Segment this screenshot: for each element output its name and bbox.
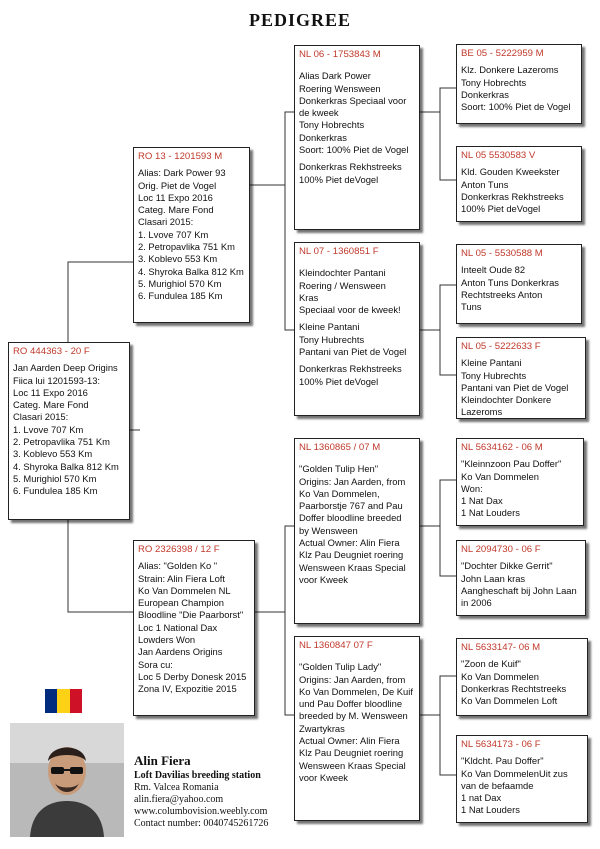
sds-ring-number: NL 05 - 5530588 M xyxy=(461,248,543,259)
sire-line: 6. Fundulea 185 Km xyxy=(138,290,223,302)
dam-line: Loc 5 Derby Donesk 2015 xyxy=(138,670,247,682)
dam-line: Lowders Won xyxy=(138,634,196,646)
sds-line: Anton Tuns Donkerkras xyxy=(461,276,559,288)
ssd-card xyxy=(456,146,582,222)
sire-dam-card xyxy=(294,242,420,416)
dam-dam-ring-number: NL 1360847 07 F xyxy=(299,640,373,651)
dsd-line: Aangheschaft bij John Laan xyxy=(461,584,577,596)
dam-dam-line: Zwartykras xyxy=(299,722,345,734)
dds-line: Donkerkras Rechtstreeks xyxy=(461,682,567,694)
sdd-line: Pantani van Piet de Vogel xyxy=(461,381,569,393)
subject-line: Loc 11 Expo 2016 xyxy=(13,386,88,398)
dds-line: "Zoon de Kuif" xyxy=(461,658,521,670)
dam-dam-line: Actual Owner: Alin Fiera xyxy=(299,735,400,747)
dam-dam-line: Klz Pau Deugniet roering xyxy=(299,747,404,759)
sire-sire-line: Tony Hobrechts xyxy=(299,119,365,131)
dam-line: Strain: Alin Fiera Loft xyxy=(138,572,226,584)
sire-sire-line: Roering Wensween xyxy=(299,82,381,94)
sss-card xyxy=(456,44,582,124)
sss-line: Soort: 100% Piet de Vogel xyxy=(461,101,571,113)
dam-sire-line: Doffer bloodline breeded xyxy=(299,512,402,524)
subject-line: 4. Shyroka Balka 812 Km xyxy=(13,460,119,472)
dsd-line: John Laan kras xyxy=(461,572,526,584)
ssd-line: 100% Piet deVogel xyxy=(461,203,541,215)
dam-sire-line: Klz Pau Deugniet roering xyxy=(299,549,404,561)
dss-line: 1 Nat Louders xyxy=(461,507,520,519)
sire-line: Orig. Piet de Vogel xyxy=(138,179,217,191)
page-title: PEDIGREE xyxy=(248,10,352,30)
dam-dam-line: Ko Van Dommelen, De Kuif xyxy=(299,685,413,697)
ddd-line: Ko Van DommelenUit zus xyxy=(461,767,568,779)
dam-ring-number: RO 2326398 / 12 F xyxy=(138,544,220,555)
owner-website[interactable]: www.columbovision.weebly.com xyxy=(134,806,268,817)
sdd-card xyxy=(456,337,586,419)
ssd-line: Donkerkras Rekhstreeks xyxy=(461,190,564,202)
sire-dam-line: Kleindochter Pantani xyxy=(299,267,386,279)
dam-line: Ko Van Dommelen NL xyxy=(138,584,231,596)
sire-dam-line: Kras xyxy=(299,291,319,303)
dam-line: Sora cu: xyxy=(138,658,173,670)
dsd-line: "Dochter Dikke Gerrit" xyxy=(461,560,553,572)
dam-line: Loc 1 National Dax xyxy=(138,621,218,633)
sire-line: Alias: Dark Power 93 xyxy=(138,167,226,179)
sds-line: Tuns xyxy=(461,301,482,313)
dam-sire-card xyxy=(294,438,420,624)
owner-photo xyxy=(10,723,124,837)
subject-line: Fiica lui 1201593-13: xyxy=(13,374,101,386)
dds-line: Ko Van Dommelen xyxy=(461,670,539,682)
dam-dam-line: breeded by M. Wensween xyxy=(299,710,408,722)
sire-dam-line: Kleine Pantani xyxy=(299,321,360,333)
dsd-line: in 2006 xyxy=(461,597,492,609)
owner-station: Loft Davilias breeding station xyxy=(134,770,261,781)
ssd-line: Kld. Gouden Kweekster xyxy=(461,166,560,178)
dam-sire-line: voor Kweek xyxy=(299,573,348,585)
subject-line: 1. Lvove 707 Km xyxy=(13,423,84,435)
ddd-card xyxy=(456,735,588,823)
sdd-line: Kleine Pantani xyxy=(461,357,522,369)
sire-line: 1. Lvove 707 Km xyxy=(138,228,209,240)
sire-line: Clasari 2015: xyxy=(138,216,194,228)
subject-line: 2. Petropavlika 751 Km xyxy=(13,436,110,448)
dam-line: Jan Aardens Origins xyxy=(138,646,223,658)
dam-dam-line: und Pau Doffer bloodline xyxy=(299,698,403,710)
subject-ring-number: RO 444363 - 20 F xyxy=(13,346,90,357)
dam-card xyxy=(133,540,255,716)
subject-line: Jan Aarden Deep Origins xyxy=(13,362,118,374)
dss-line: Ko Van Dommelen xyxy=(461,470,539,482)
romania-flag-icon xyxy=(45,689,82,713)
dam-dam-line: "Golden Tulip Lady" xyxy=(299,661,382,673)
owner-location: Rm. Valcea Romania xyxy=(134,782,219,793)
subject-line: 6. Fundulea 185 Km xyxy=(13,485,98,497)
sire-sire-line: Donkerkras Rekhstreeks xyxy=(299,161,402,173)
dds-ring-number: NL 5633147- 06 M xyxy=(461,642,541,653)
sire-dam-line: Donkerkras Rekhstreeks xyxy=(299,363,402,375)
sire-dam-line: 100% Piet deVogel xyxy=(299,375,379,387)
dss-ring-number: NL 5634162 - 06 M xyxy=(461,442,543,453)
sire-line: 4. Shyroka Balka 812 Km xyxy=(138,265,244,277)
sire-line: 3. Koblevo 553 Km xyxy=(138,253,218,265)
dam-line: Alias: "Golden Ko " xyxy=(138,560,218,572)
sire-sire-line: de kweek xyxy=(299,107,339,119)
sds-line: Rechtstreeks Anton xyxy=(461,288,543,300)
dam-dam-line: voor Kweek xyxy=(299,771,348,783)
sire-card xyxy=(133,147,250,323)
dam-sire-ring-number: NL 1360865 / 07 M xyxy=(299,442,381,453)
dsd-ring-number: NL 2094730 - 06 F xyxy=(461,544,541,555)
dsd-card xyxy=(456,540,586,616)
ddd-line: "Kldcht. Pau Doffer" xyxy=(461,755,544,767)
dam-dam-line: Origins: Jan Aarden, from xyxy=(299,673,406,685)
sdd-ring-number: NL 05 - 5222633 F xyxy=(461,341,541,352)
subject-line: 3. Koblevo 553 Km xyxy=(13,448,93,460)
dds-line: Ko Van Dommelen Loft xyxy=(461,695,558,707)
sss-line: Donkerkras xyxy=(461,88,509,100)
dss-line: "Kleinnzoon Pau Doffer" xyxy=(461,458,562,470)
subject-line: Categ. Mare Fond xyxy=(13,399,89,411)
sire-line: Categ. Mare Fond xyxy=(138,204,214,216)
sire-ring-number: RO 13 - 1201593 M xyxy=(138,151,223,162)
dam-sire-line: Wensween Kraas Special xyxy=(299,561,406,573)
sire-dam-line: Speciaal voor de kweek! xyxy=(299,304,401,316)
subject-bird-card xyxy=(8,342,130,520)
ssd-line: Anton Tuns xyxy=(461,178,509,190)
sire-dam-line: Pantani van Piet de Vogel xyxy=(299,346,407,358)
dds-card xyxy=(456,638,588,716)
sire-dam-line: Roering / Wensween xyxy=(299,279,386,291)
subject-line: 5. Murighiol 570 Km xyxy=(13,472,97,484)
dam-dam-line: Wensween Kraas Special xyxy=(299,759,406,771)
sdd-line: Tony Hubrechts xyxy=(461,369,527,381)
sire-line: 2. Petropavlika 751 Km xyxy=(138,241,235,253)
owner-email[interactable]: alin.fiera@yahoo.com xyxy=(134,794,224,805)
dam-sire-line: Actual Owner: Alin Fiera xyxy=(299,537,400,549)
ddd-line: 1 Nat Louders xyxy=(461,804,520,816)
dam-line: European Champion xyxy=(138,597,224,609)
subject-line: Clasari 2015: xyxy=(13,411,69,423)
sdd-line: Kleindochter Donkere xyxy=(461,394,552,406)
dam-sire-line: Ko Van Dommelen, xyxy=(299,487,380,499)
dam-sire-line: by Wensween xyxy=(299,524,358,536)
owner-info xyxy=(134,753,268,830)
dam-sire-line: Paarborstje 767 and Pau xyxy=(299,500,403,512)
dss-card xyxy=(456,438,584,526)
sdd-line: Lazeroms xyxy=(461,406,503,418)
sire-sire-line: 100% Piet deVogel xyxy=(299,173,379,185)
dam-line: Zona IV, Expozitie 2015 xyxy=(138,683,237,695)
sire-sire-card xyxy=(294,45,420,230)
dam-sire-line: "Golden Tulip Hen" xyxy=(299,463,379,475)
sire-sire-ring-number: NL 06 - 1753843 M xyxy=(299,49,381,60)
ddd-line: 1 nat Dax xyxy=(461,792,502,804)
dss-line: Won: xyxy=(461,482,483,494)
sire-sire-line: Donkerkras Speciaal voor xyxy=(299,94,407,106)
owner-contact: Contact number: 0040745261726 xyxy=(134,818,269,829)
sire-dam-ring-number: NL 07 - 1360851 F xyxy=(299,246,379,257)
sire-line: Loc 11 Expo 2016 xyxy=(138,191,213,203)
ddd-line: van de befaamde xyxy=(461,779,534,791)
sss-ring-number: BE 05 - 5222959 M xyxy=(461,48,544,59)
ddd-ring-number: NL 5634173 - 06 F xyxy=(461,739,541,750)
dam-line: Bloodline "Die Paarborst" xyxy=(138,609,244,621)
dss-line: 1 Nat Dax xyxy=(461,495,503,507)
ssd-ring-number: NL 05 5530583 V xyxy=(461,150,536,161)
sss-line: Tony Hobrechts xyxy=(461,76,527,88)
owner-name: Alin Fiera xyxy=(134,753,191,768)
sire-sire-line: Alias Dark Power xyxy=(299,70,371,82)
sds-line: Inteelt Oude 82 xyxy=(461,264,526,276)
sds-card xyxy=(456,244,582,324)
sire-line: 5. Murighiol 570 Km xyxy=(138,277,222,289)
sss-line: Klz. Donkere Lazeroms xyxy=(461,64,559,76)
sire-sire-line: Soort: 100% Piet de Vogel xyxy=(299,144,409,156)
dam-sire-line: Origins: Jan Aarden, from xyxy=(299,475,406,487)
sire-sire-line: Donkerkras xyxy=(299,131,347,143)
dam-dam-card xyxy=(294,636,420,821)
sire-dam-line: Tony Hubrechts xyxy=(299,333,365,345)
